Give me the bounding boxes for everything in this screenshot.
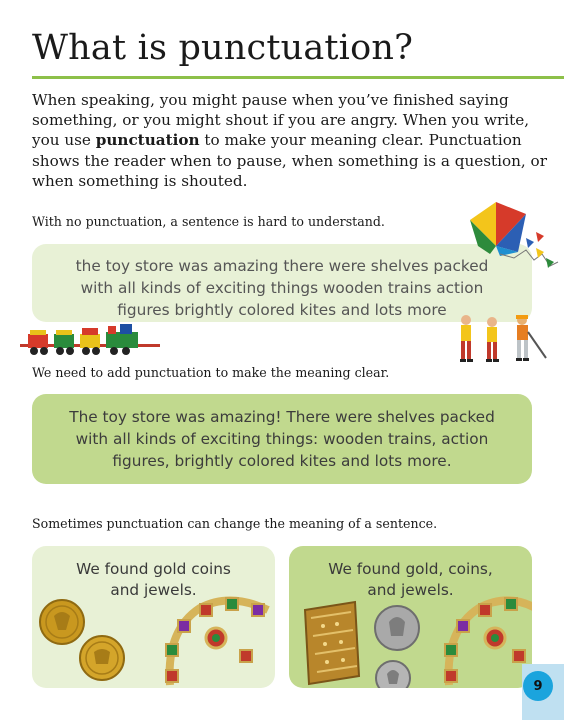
intro-text-start: When speaking, you might pause when you’ve finished saying something, or you might shout if you are angry. When you write, you use <box>32 91 530 150</box>
caption-no-punctuation: With no punctuation, a sentence is hard to understand. <box>32 214 385 229</box>
example-gold-comma-coins-box <box>289 546 532 688</box>
punctuated-example-box <box>32 394 532 484</box>
punctuated-line-1: The toy store was amazing! There were shelves packed <box>69 408 495 426</box>
unpunctuated-line-3: figures brightly colored kites and lots more <box>117 301 447 319</box>
intro-text-end: to make your meaning clear. Punctuation shows the reader when to pause, when something is a question, or when something is shouted. <box>32 131 547 190</box>
example-gold-coins-box <box>32 546 275 688</box>
caption-meaning-change: Sometimes punctuation can change the meaning of a sentence. <box>32 516 438 531</box>
punctuated-line-2: with all kinds of exciting things: wooden trains, action <box>75 430 489 448</box>
title-divider <box>32 76 564 79</box>
keyword-punctuation: punctuation <box>95 131 200 150</box>
toy-train-icon <box>20 322 160 358</box>
silver-coins-icon <box>369 602 425 688</box>
example-right-line-2: and jewels. <box>367 581 454 599</box>
example-left-line-1: We found gold coins <box>76 560 231 578</box>
action-figures-icon <box>452 312 556 368</box>
kite-icon <box>470 198 564 284</box>
unpunctuated-example-box <box>32 244 532 322</box>
unpunctuated-line-2: with all kinds of exciting things wooden trains action <box>80 279 484 297</box>
jeweled-necklace-icon <box>439 590 532 688</box>
example-right-line-1: We found gold, coins, <box>328 560 493 578</box>
jeweled-necklace-icon <box>160 590 275 688</box>
unpunctuated-line-1: the toy store was amazing there were shelves packed <box>75 257 489 275</box>
intro-paragraph <box>32 90 552 191</box>
page-number: 9 <box>523 671 553 701</box>
caption-add-punctuation: We need to add punctuation to make the meaning clear. <box>32 365 390 380</box>
example-left-line-2: and jewels. <box>110 581 197 599</box>
gold-coins-icon <box>36 586 132 686</box>
page-title: What is punctuation? <box>32 28 414 68</box>
gold-bracelet-icon <box>297 596 363 688</box>
punctuated-line-3: figures, brightly colored kites and lots more. <box>112 452 452 470</box>
